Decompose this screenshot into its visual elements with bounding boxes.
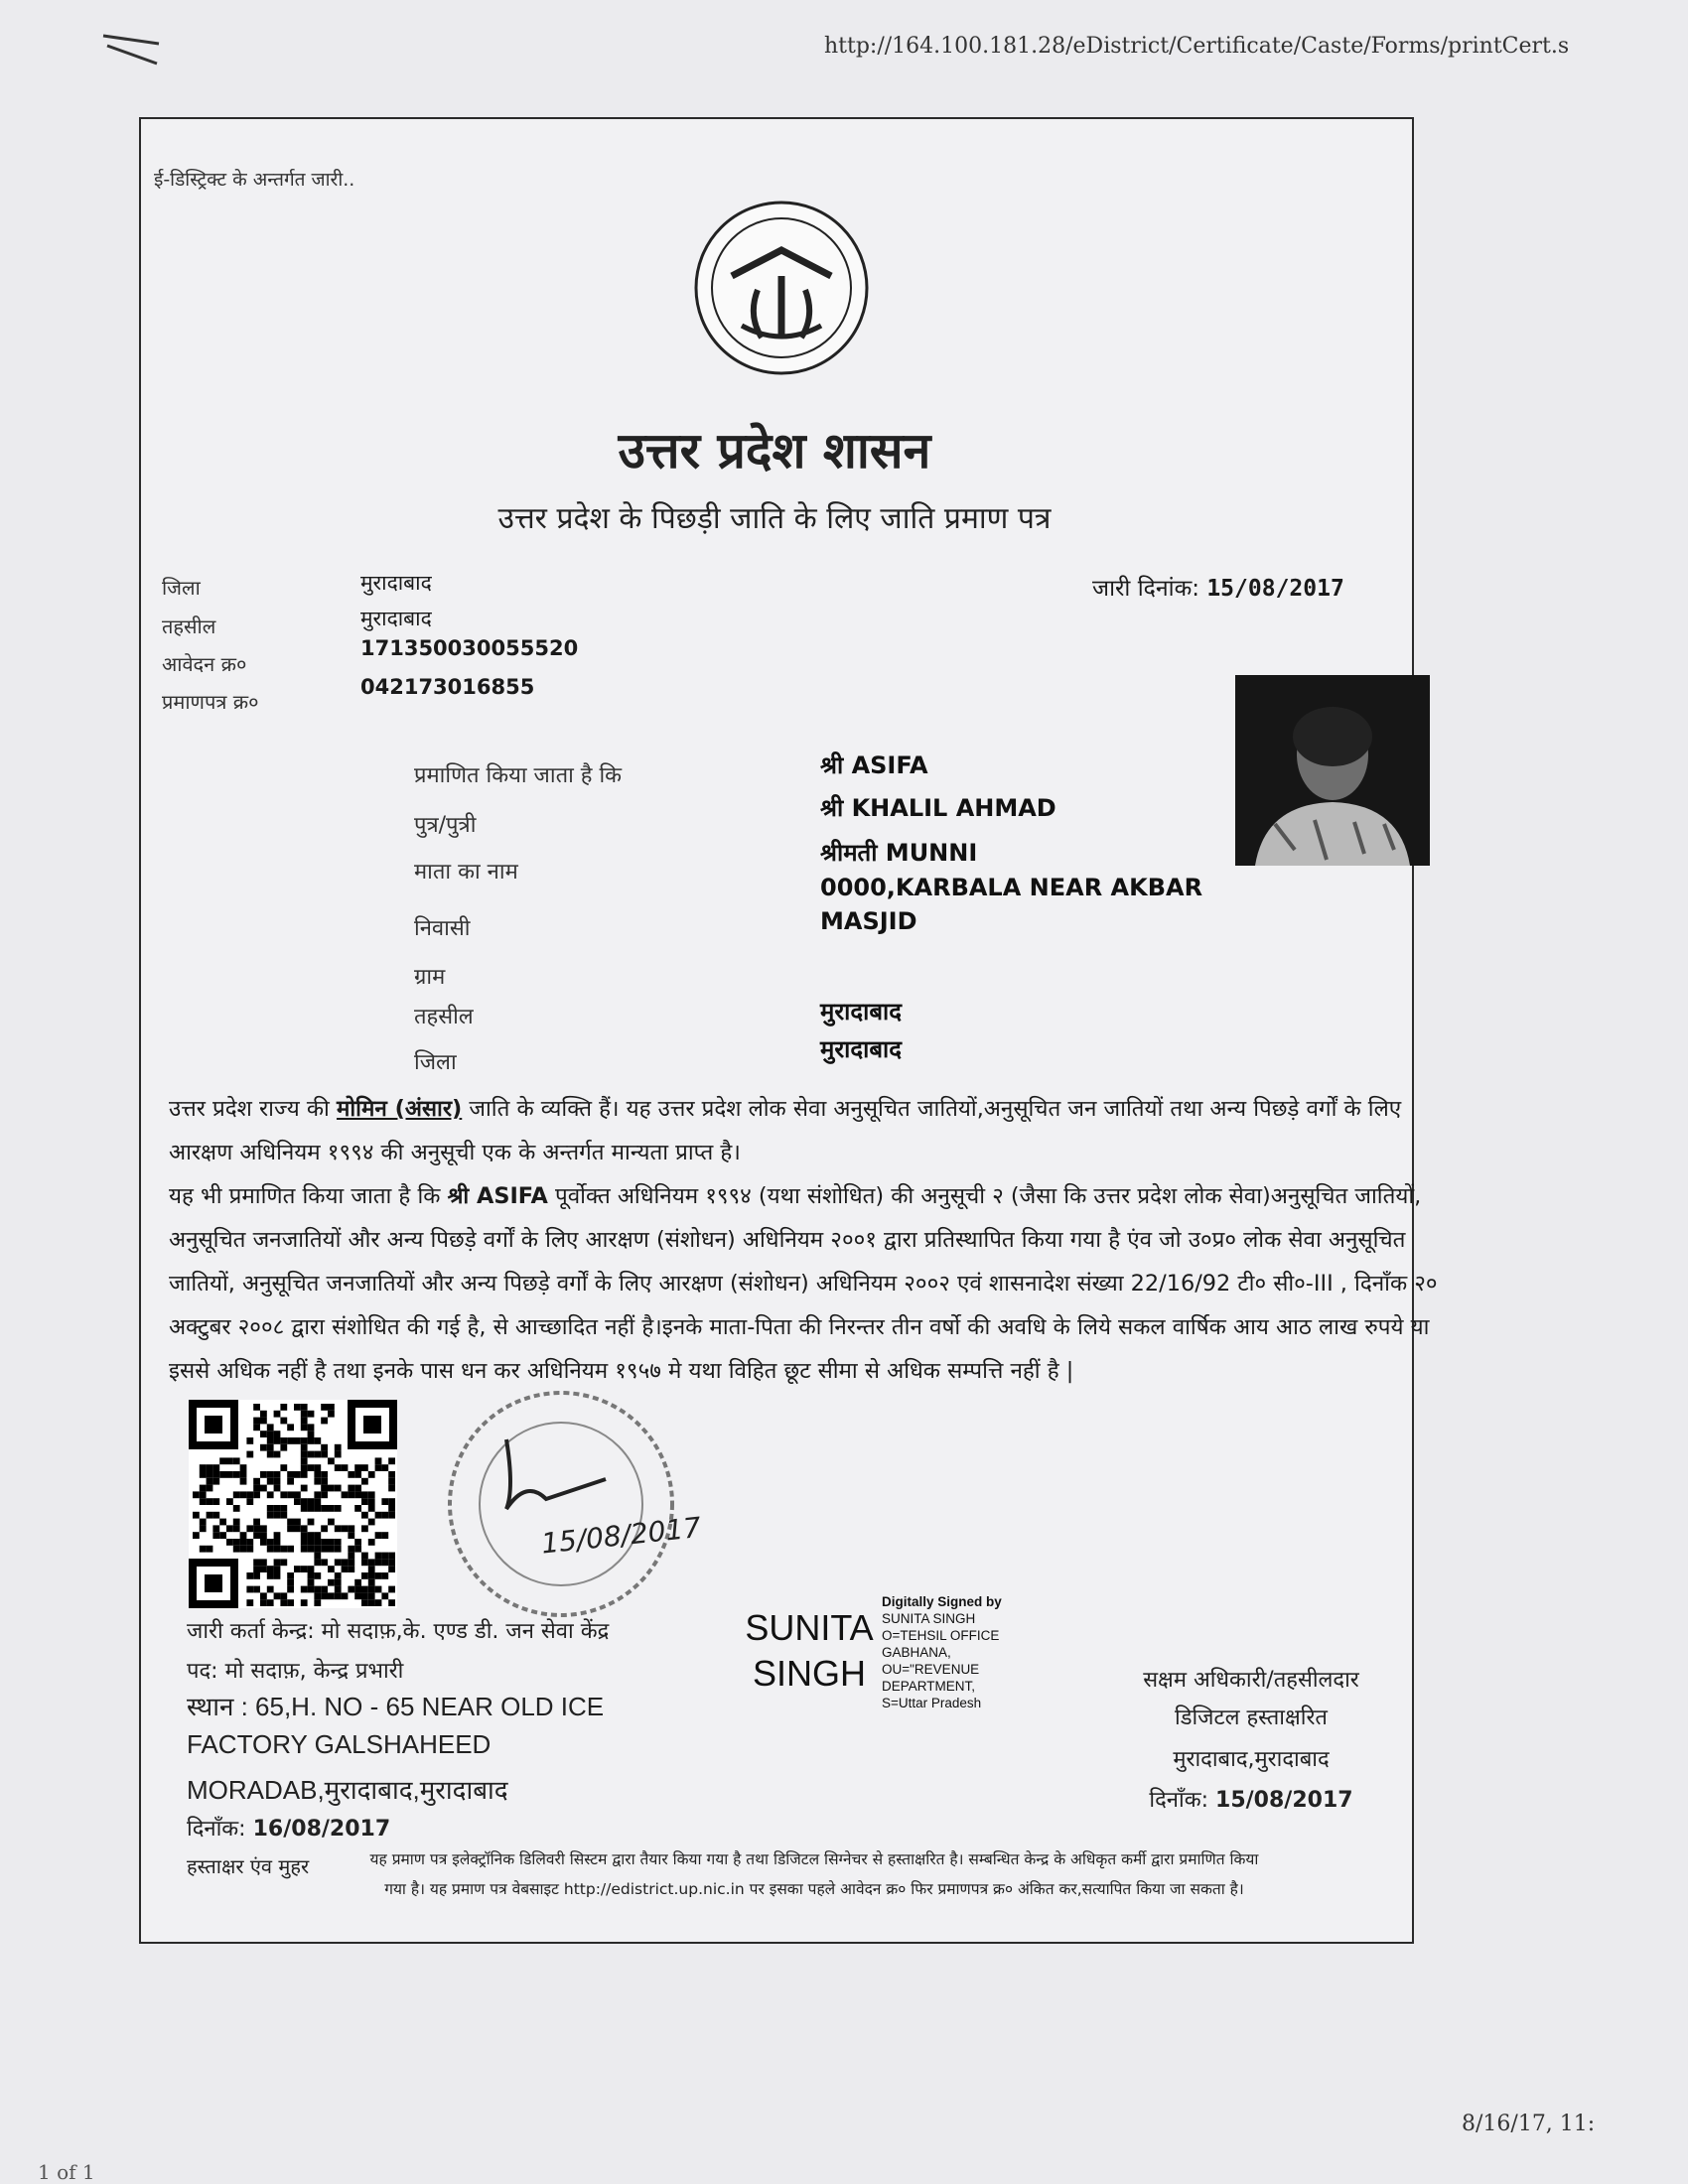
up-government-emblem <box>692 199 871 377</box>
field-value-address-line2: MASJID <box>820 907 917 935</box>
field-value-mother-name: श्रीमती MUNNI <box>820 839 978 867</box>
body-p1-start: उत्तर प्रदेश राज्य की <box>169 1096 337 1122</box>
issuer-address-line1: स्थान : 65,H. NO - 65 NEAR OLD ICE <box>187 1692 605 1721</box>
pen-stroke-mark <box>99 30 169 69</box>
field-value-father-name: श्री KHALIL AHMAD <box>820 794 1056 822</box>
issue-date <box>1092 571 1344 603</box>
officer-place: मुरादाबाद,मुरादाबाद <box>1173 1747 1330 1772</box>
verification-qr-code <box>189 1400 397 1608</box>
certificate-title: उत्तर प्रदेश शासन <box>618 421 931 479</box>
certificate-body <box>169 1087 1450 1393</box>
issuer-date-label: दिनाँक: <box>187 1817 246 1842</box>
disclaimer-line-1: यह प्रमाण पत्र इलेक्ट्रॉनिक डिलिवरी सिस्टम द्वारा तैयार किया गया है तथा डिजिटल सिग्नेचर से हस्ताक्षरित है। सम्बन्धित केन्द्र के अधिकृत कर्मी द्वारा प्रमाणित किया <box>369 1850 1259 1868</box>
print-timestamp: 8/16/17, 11: <box>1462 2112 1596 2136</box>
signer-first-name: SUNITA <box>745 1607 874 1648</box>
signer-last-name: SINGH <box>752 1653 866 1694</box>
field-value-applicant-name: श्री ASIFA <box>820 751 928 779</box>
certificate-number-label: प्रमाणपत्र क्र० <box>162 690 259 714</box>
official-round-seal <box>437 1380 703 1628</box>
body-p2-start: यह भी प्रमाणित किया जाता है कि <box>169 1183 448 1209</box>
field-label-tehsil: तहसील <box>414 1005 474 1029</box>
certificate-subtitle: उत्तर प्रदेश के पिछड़ी जाति के लिए जाति प्रमाण पत्र <box>497 501 1052 536</box>
body-paragraph-1 <box>169 1087 1450 1174</box>
issuer-address-line3: MORADAB,मुरादाबाद,मुरादाबाद <box>187 1775 508 1805</box>
officer-title: सक्षम अधिकारी/तहसीलदार <box>1143 1668 1359 1693</box>
district-value: मुरादाबाद <box>360 571 432 595</box>
disclaimer-line-2: गया है। यह प्रमाण पत्र वेबसाइट http://edistrict.up.nic.in पर इसका पहले आवेदन क्र० फिर प्रमाणपत्र क्र० अंकित कर,सत्यापित किया जा सकता है। <box>384 1880 1244 1898</box>
sig-detail-line: DEPARTMENT, <box>882 1679 976 1694</box>
field-value-district: मुरादाबाद <box>820 1035 903 1063</box>
officer-digitally-signed: डिजिटल हस्ताक्षरित <box>1175 1706 1328 1730</box>
issuer-address-line2: FACTORY GALSHAHEED <box>187 1729 492 1759</box>
officer-date-value: 15/08/2017 <box>1215 1788 1353 1813</box>
issued-under-note: ई-डिस्ट्रिक्ट के अन्तर्गत जारी.. <box>154 169 355 191</box>
tehsil-value: मुरादाबाद <box>360 607 432 630</box>
sig-detail-line: SUNITA SINGH <box>882 1611 976 1626</box>
issue-date-value: 15/08/2017 <box>1206 576 1344 602</box>
caste-name: मोमिन (अंसार) <box>336 1096 463 1122</box>
field-label-son-daughter: पुत्र/पुत्री <box>414 813 477 838</box>
sig-detail-line: GABHANA, <box>882 1645 951 1660</box>
application-number-label: आवेदन क्र० <box>162 652 247 676</box>
field-label-certified-that: प्रमाणित किया जाता है कि <box>414 763 623 788</box>
issuer-date-value: 16/08/2017 <box>252 1817 391 1842</box>
seal-handwritten-date: 15/08/2017 <box>539 1510 703 1561</box>
page-url: http://164.100.181.28/eDistrict/Certificate/Caste/Forms/printCert.s <box>824 34 1570 59</box>
field-value-address-line1: 0000,KARBALA NEAR AKBAR <box>820 874 1203 901</box>
tehsil-label: तहसील <box>162 614 216 638</box>
sig-detail-line: Digitally Signed by <box>882 1594 1002 1609</box>
body-p1-end: जाति के व्यक्ति हैं। यह उत्तर प्रदेश लोक सेवा अनुसूचित जातियों,अनुसूचित जन जातियों तथा अन्य पिछड़े वर्गों के लिए आरक्षण अधिनियम १९९४ की अनुसूची एक के अन्तर्गत मान्यता प्राप्त है। <box>169 1096 1402 1165</box>
certificate-number-value: 042173016855 <box>360 675 535 699</box>
digital-signer-name <box>740 1605 879 1697</box>
field-value-tehsil: मुरादाबाद <box>820 998 903 1025</box>
field-label-village: ग्राम <box>414 965 446 990</box>
body-paragraph-2 <box>169 1174 1450 1393</box>
page-indicator: 1 of 1 <box>38 2160 95 2184</box>
issuer-post: पद: मो सदाफ़, केन्द्र प्रभारी <box>187 1659 404 1684</box>
officer-date <box>1102 1784 1400 1814</box>
applicant-photo <box>1235 675 1430 866</box>
signature-and-seal-label: हस्ताक्षर एंव मुहर <box>187 1854 310 1878</box>
district-label: जिला <box>162 576 201 600</box>
body-applicant-name: श्री ASIFA <box>447 1183 548 1209</box>
field-label-district: जिला <box>414 1050 457 1075</box>
field-label-resident: निवासी <box>414 916 471 941</box>
verification-disclaimer <box>189 1844 1440 1904</box>
sig-detail-line: S=Uttar Pradesh <box>882 1696 982 1710</box>
digital-signature-details <box>882 1593 1002 1711</box>
sig-detail-line: OU="REVENUE <box>882 1662 980 1677</box>
body-p2-end: पूर्वोक्त अधिनियम १९९४ (यथा संशोधित) की अनुसूची २ (जैसा कि उत्तर प्रदेश लोक सेवा)अनुसूचित जातियों, अनुसूचित जनजातियों और अन्य पिछड़े वर्गों के लिए आरक्षण (संशोधन) अधिनियम २००१ द्वारा प्रतिस्थापित किया गया है एंव जो उ०प्र० लोक सेवा अनुसूचित जातियों, अनुसूचित जनजातियों और अन्य पिछड़े वर्गों के लिए आरक्षण (संशोधन) अधिनियम २००२ एवं शासनादेश संख्या 22/16/92 टी० सी०-III , दिनाँक २० अक्टुबर २००८ द्वारा संशोधित की गई है, से आच्छादित नहीं है।इनके माता-पिता की निरन्तर तीन वर्षो की अवधि के लिये सकल वार्षिक आय आठ लाख रुपये या इससे अधिक नहीं है तथा इनके पास धन कर अधिनियम १९५७ मे यथा विहित छूट सीमा से अधिक सम्पत्ति नहीं है | <box>169 1183 1438 1384</box>
field-label-mother-name: माता का नाम <box>414 860 518 885</box>
sig-detail-line: O=TEHSIL OFFICE <box>882 1628 1000 1643</box>
officer-date-label: दिनाँक: <box>1149 1788 1209 1813</box>
issuing-center: जारी कर्ता केन्द्र: मो सदाफ़,के. एण्ड डी. जन सेवा केंद्र <box>187 1619 610 1644</box>
application-number-value: 171350030055520 <box>360 636 579 660</box>
issue-date-label: जारी दिनांक: <box>1092 576 1200 602</box>
issuer-date <box>187 1813 390 1843</box>
